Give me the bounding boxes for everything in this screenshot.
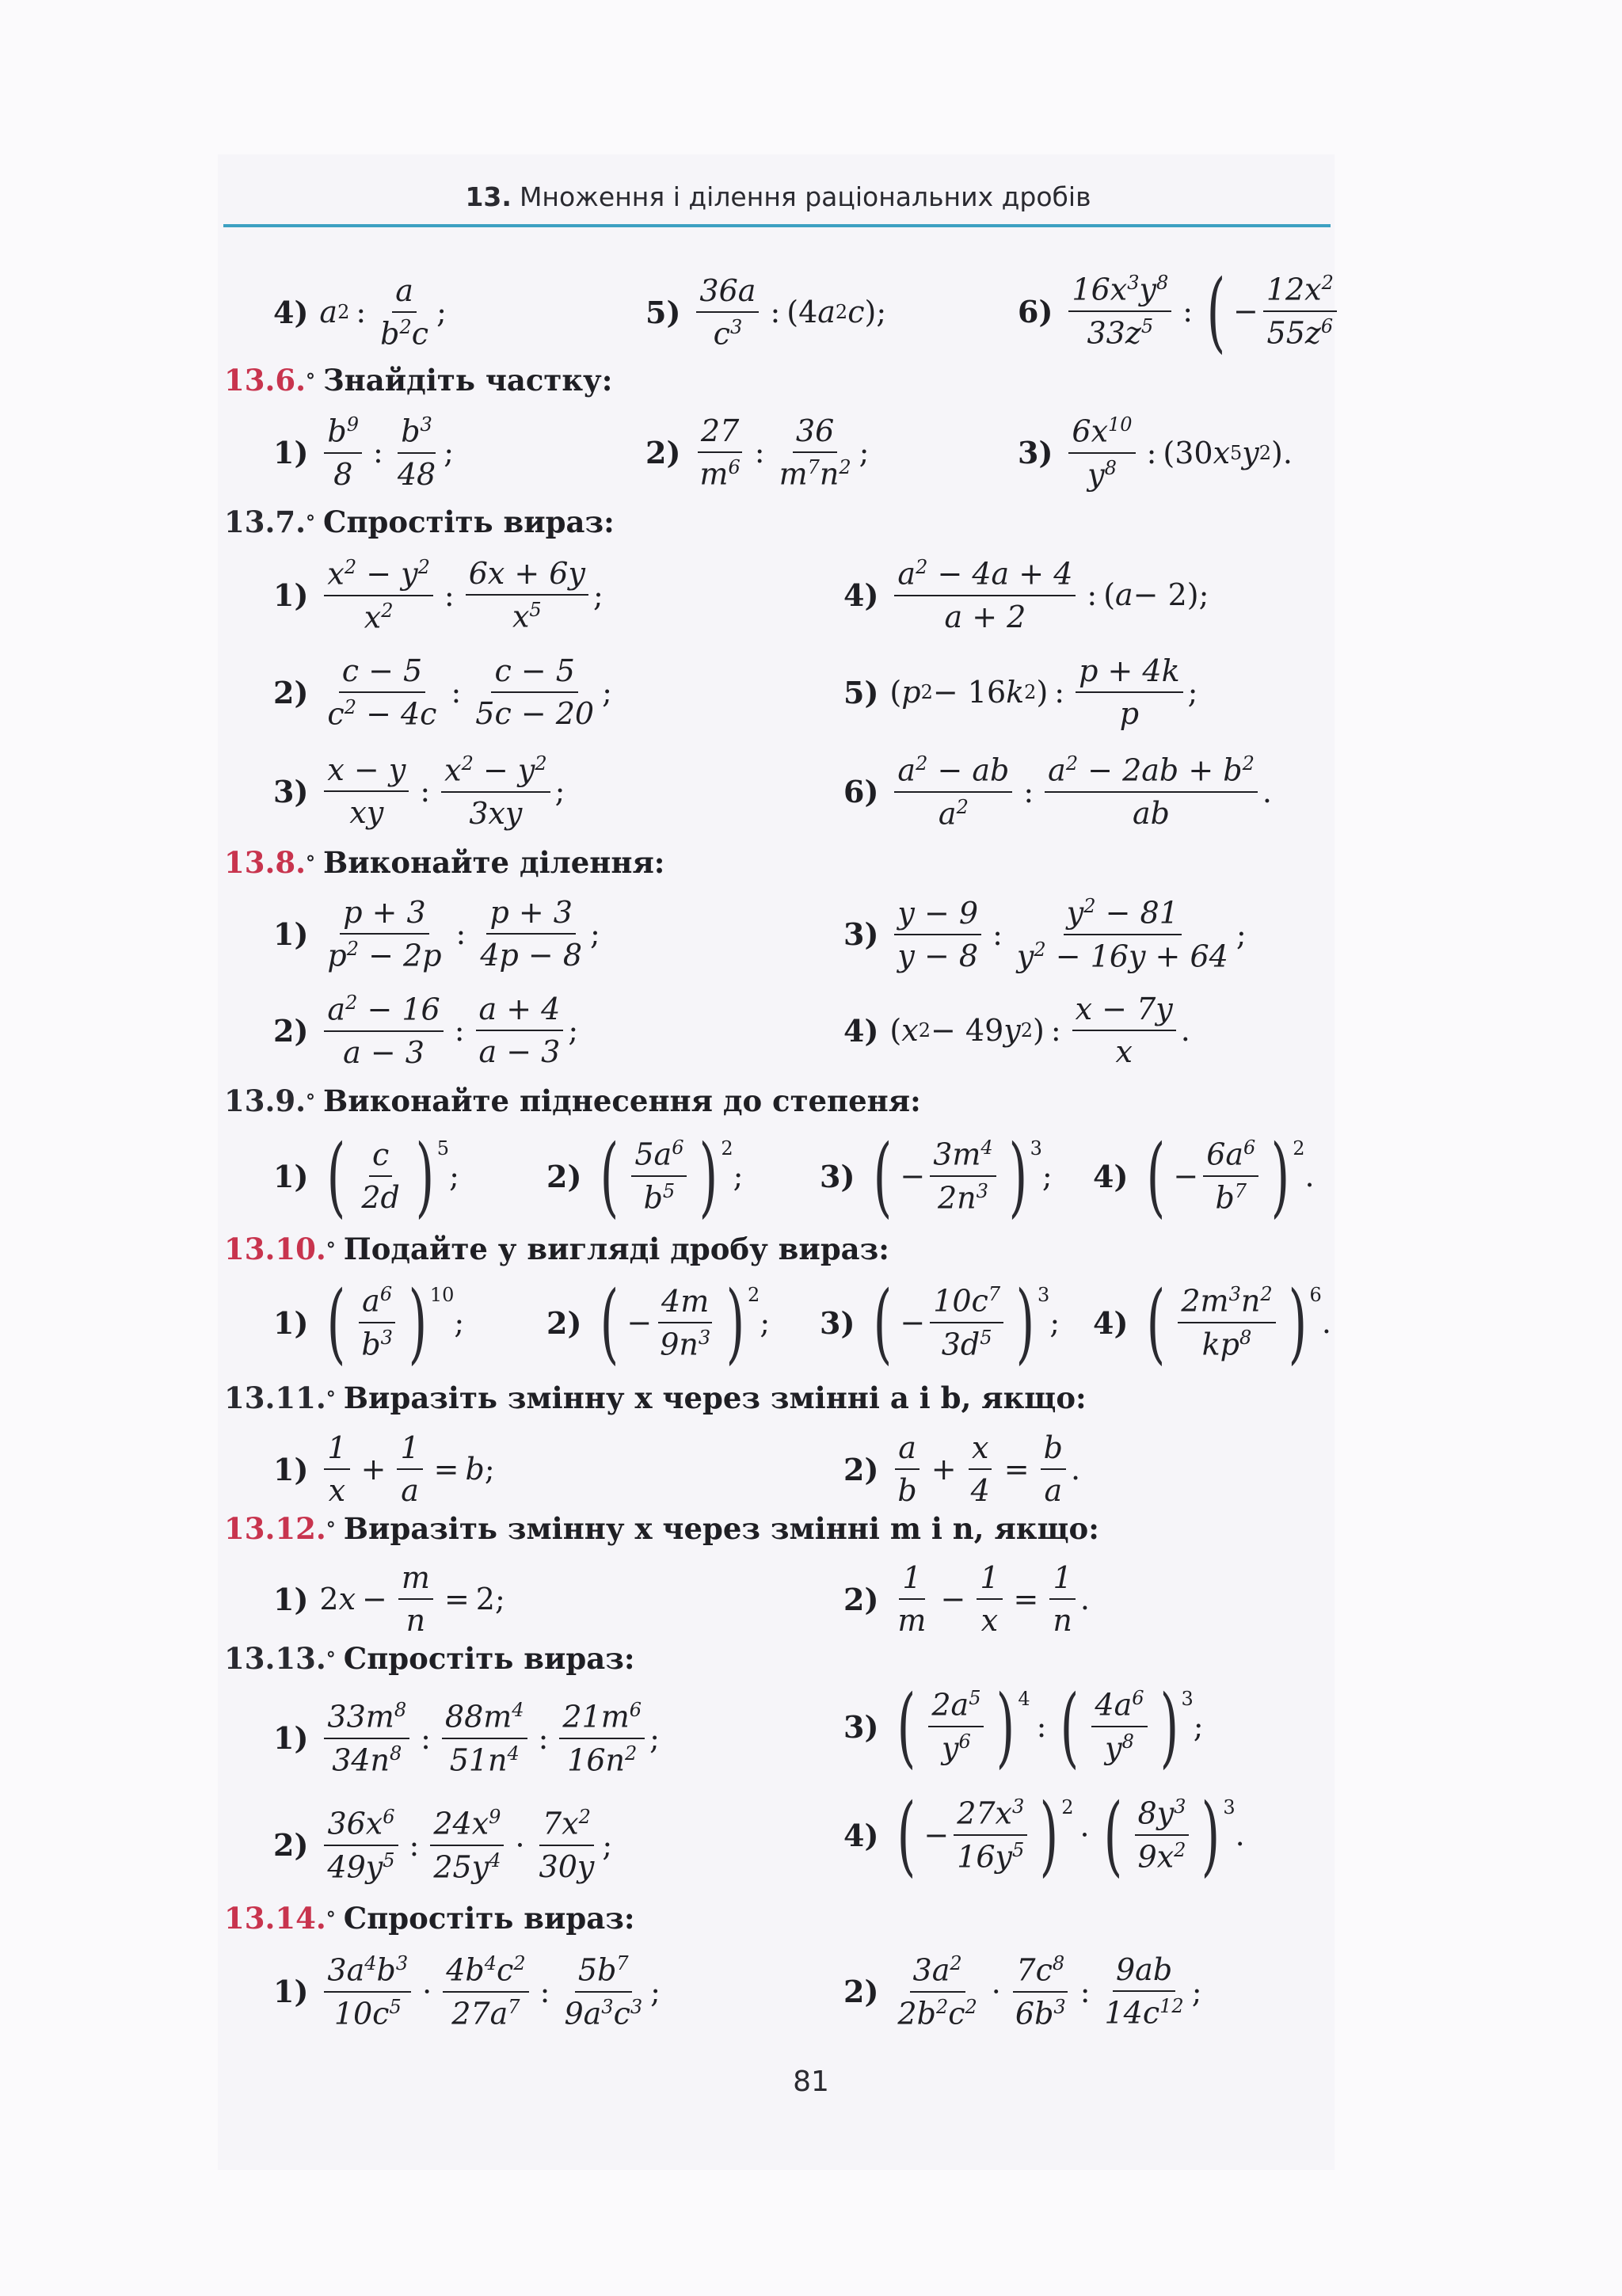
expr-13-5-5: 5) $\frac{36a}{c^3}$ : (4 a 2 c ); [645, 273, 887, 352]
expr-13-7-3: 3) $\frac{x - y}{xy}$ : $\frac{x^2 - y^2}{3xy}$ ; [273, 752, 565, 831]
expr-13-8-2: 2) $\frac{a^2 - 16}{a - 3}$ : $\frac{a + 4}{a - 3}$ ; [273, 992, 579, 1070]
exercise-task: Виразіть змінну x через змінні a і b, якщо: [343, 1380, 1087, 1415]
expr-13-6-2: 2) $\frac{27}{m^6}$ : $\frac{36}{m^7n^2}$ ; [645, 413, 870, 492]
expr-13-5-4: 4) a 2 : $\frac{a}{b^2c}$ ; [273, 273, 447, 352]
exercise-number: 13.11. [224, 1380, 326, 1415]
exercise-number: 13.8. [224, 845, 306, 880]
expr-13-7-5: 5) ( p 2 − 16 k 2 ) : $\frac{p + 4k}{p}$ ; [843, 653, 1198, 731]
expr-13-13-3: 3) ( $\frac{2a^5}{y^6}$ ) 4 : ( $\frac{4a^6}{y^8}$ ) 3 ; [843, 1676, 1204, 1777]
exercise-number: 13.6. [224, 363, 306, 398]
exercise-number: 13.10. [224, 1232, 326, 1266]
exercise-task: Подайте у вигляді дробу вираз: [343, 1232, 889, 1266]
expr-13-10-4: 4) ( $\frac{2m^3n^2}{kp^8}$ ) 6 . [1093, 1272, 1331, 1373]
exercise-task: Спростіть вираз: [343, 1901, 635, 1936]
exercise-13-13-heading: 13.13. ° Спростіть вираз: [224, 1641, 635, 1676]
expr-13-7-4: 4) $\frac{a^2 - 4a + 4}{a + 2}$ : ( a − 2); [843, 556, 1209, 634]
expr-13-8-3: 3) $\frac{y - 9}{y - 8}$ : $\frac{y^2 - 81}{y^2 - 16y + 64}$ ; [843, 895, 1247, 974]
expr-13-10-2: 2) ( − $\frac{4m}{9n^3}$ ) 2 ; [546, 1272, 771, 1373]
chapter-title: Множення і ділення раціональних дробів [519, 181, 1091, 212]
expr-13-6-1: 1) $\frac{b^9}{8}$ : $\frac{b^3}{48}$ ; [273, 413, 455, 492]
expr-13-9-1: 1) ( $\frac{c}{2d}$ ) 5 ; [273, 1125, 459, 1227]
exercise-13-14-heading: 13.14. ° Спростіть вираз: [224, 1901, 635, 1936]
expr-13-6-3: 3) $\frac{6x^{10}}{y^8}$ : (30 x 5 y 2 ). [1018, 413, 1293, 493]
exercise-number: 13.12. [224, 1511, 326, 1546]
expr-13-7-2: 2) $\frac{c - 5}{c^2 - 4c}$ : $\frac{c - 5}{5c - 20}$ ; [273, 653, 612, 732]
expr-13-8-4: 4) ( x 2 − 49 y 2 ) : $\frac{x - 7y}{x}$ . [843, 992, 1190, 1069]
expr-13-7-6: 6) $\frac{a^2 - ab}{a^2}$ : $\frac{a^2 - 2ab + b^2}{ab}$ . [843, 752, 1272, 832]
expr-13-7-1: 1) $\frac{x^2 - y^2}{x^2}$ : $\frac{6x + 6y}{x^5}$ ; [273, 556, 603, 635]
expr-13-14-2: 2) $\frac{3a^2}{2b^2c^2}$ · $\frac{7c^8}{6b^3}$ : $\frac{9ab}{14c^{12}}$ ; [843, 1952, 1202, 2031]
expr-13-13-1: 1) $\frac{33m^8}{34n^8}$ : $\frac{88m^4}{51n^4}$ : $\frac{21m^6}{16n^2}$ ; [273, 1699, 660, 1778]
exercise-task: Виконайте ділення: [323, 845, 665, 880]
expr-13-10-1: 1) ( $\frac{a^6}{b^3}$ ) 10 ; [273, 1272, 465, 1373]
expr-13-13-2: 2) $\frac{36x^6}{49y^5}$ : $\frac{24x^9}{25y^4}$ · $\frac{7x^2}{30y}$ ; [273, 1806, 613, 1885]
exercise-13-12-heading: 13.12. ° Виразіть змінну x через змінні m і n, якщо: [224, 1511, 1099, 1546]
expr-13-9-3: 3) ( − $\frac{3m^4}{2n^3}$ ) 3 ; [820, 1125, 1053, 1227]
expr-13-5-6: 6) $\frac{16x^3y^8}{33z^5}$ : ( − $\frac{12x^2}{55z^6}$ [1018, 268, 1342, 355]
exercise-number: 13.14. [224, 1901, 326, 1936]
expr-13-11-1: 1) $\frac{1}{x}$ + $\frac{1}{a}$ = b ; [273, 1430, 495, 1508]
exercise-number: 13.13. [224, 1641, 326, 1676]
expr-13-12-2: 2) $\frac{1}{m}$ − $\frac{1}{x}$ = $\frac{1}{n}$ . [843, 1560, 1090, 1638]
exercise-13-7-heading: 13.7. ° Спростіть вираз: [224, 505, 615, 539]
expr-13-10-3: 3) ( − $\frac{10c^7}{3d^5}$ ) 3 ; [820, 1272, 1060, 1373]
expr-13-9-4: 4) ( − $\frac{6a^6}{b^7}$ ) 2 . [1093, 1125, 1315, 1227]
expr-13-8-1: 1) $\frac{p + 3}{p^2 - 2p}$ : $\frac{p + 3}{4p - 8}$ ; [273, 895, 600, 973]
expr-13-13-4: 4) ( − $\frac{27x^3}{16y^5}$ ) 2 · ( $\frac{8y^3}{9x^2}$ ) 3 . [843, 1784, 1245, 1886]
exercise-13-9-heading: 13.9. ° Виконайте піднесення до степеня: [224, 1083, 921, 1118]
exercise-task: Знайдіть частку: [323, 363, 613, 398]
exercise-13-10-heading: 13.10. ° Подайте у вигляді дробу вираз: [224, 1232, 889, 1266]
exercise-task: Спростіть вираз: [323, 505, 615, 539]
chapter-number: 13. [465, 181, 512, 212]
exercise-task: Спростіть вираз: [343, 1641, 635, 1676]
exercise-number: 13.9. [224, 1083, 306, 1118]
exercise-13-6-heading: 13.6. ° Знайдіть частку: [224, 363, 613, 398]
expr-13-11-2: 2) $\frac{a}{b}$ + $\frac{x}{4}$ = $\frac{b}{a}$ . [843, 1430, 1081, 1508]
expr-13-12-1: 1) 2 x − $\frac{m}{n}$ = 2; [273, 1560, 505, 1638]
expr-13-14-1: 1) $\frac{3a^4b^3}{10c^5}$ · $\frac{4b^4c^2}{27a^7}$ : $\frac{5b^7}{9a^3c^3}$ ; [273, 1952, 661, 2031]
exercise-task: Виразіть змінну x через змінні m і n, якщо: [343, 1511, 1099, 1546]
exercise-number: 13.7. [224, 505, 306, 539]
exercise-13-11-heading: 13.11. ° Виразіть змінну x через змінні a і b, якщо: [224, 1380, 1087, 1415]
exercise-task: Виконайте піднесення до степеня: [323, 1083, 921, 1118]
exercise-13-8-heading: 13.8. ° Виконайте ділення: [224, 845, 665, 880]
page-number: 81 [793, 2066, 829, 2098]
expr-13-9-2: 2) ( $\frac{5a^6}{b^5}$ ) 2 ; [546, 1125, 744, 1227]
